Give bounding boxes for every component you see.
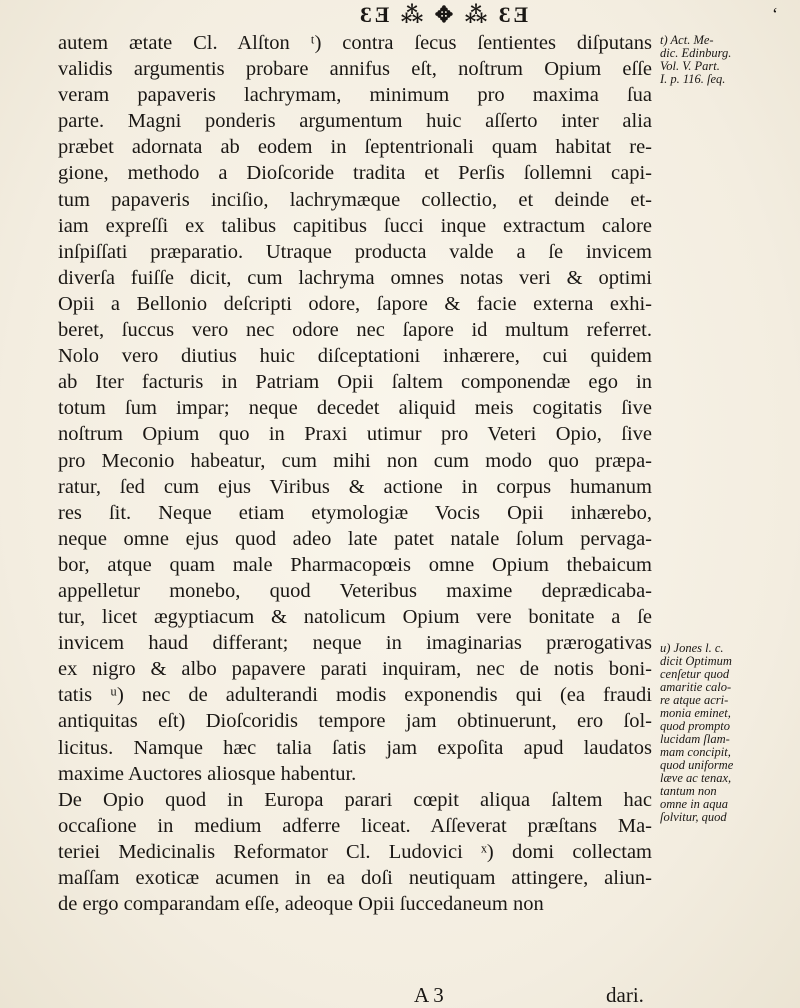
margin-note-line: re atque acri- <box>660 693 729 707</box>
signature-mark: A 3 <box>414 983 444 1007</box>
text-line: inſpiſſati præparatio. Utraque producta valde a ſe invicem <box>58 240 652 263</box>
text-line: parte. Magni ponderis argumentum huic aſſerto inter alia <box>58 110 652 133</box>
text-line: tatis ᵘ) nec de adulterandi modis exponendis qui (ea fraudi <box>58 684 652 707</box>
header-ornament: ƐƎ ⁂ ✥ ⁂ ƐƎ <box>360 2 532 27</box>
text-line: præbet adornata ab eodem in ſeptentrionali quam habitat re- <box>58 136 652 159</box>
main-text-block <box>58 30 652 917</box>
text-line: occaſione in medium adferre liceat. Aſſeverat præſtans Ma- <box>58 814 652 837</box>
margin-note-line: dicit Optimum <box>660 654 732 668</box>
text-line: Opii a Bellonio deſcripti odore, ſapore & facie externa exhi- <box>58 292 652 315</box>
margin-note-line: mam concipit, <box>660 745 731 759</box>
text-line: appelletur monebo, quod Veteribus maxime deprædicaba- <box>58 579 652 602</box>
text-line: veram papaveris lachrymam, minimum pro maxima ſua <box>58 84 652 107</box>
text-line: pro Meconio habeatur, cum mihi non cum modo quo præpa- <box>58 449 652 472</box>
margin-note-line: dic. Edinburg. <box>660 46 732 60</box>
margin-note-line: cenſetur quod <box>660 667 730 681</box>
text-line: validis argumentis probare annifus eſt, noſtrum Opium eſſe <box>58 58 652 81</box>
margin-note-line: u) Jones l. c. <box>660 641 724 655</box>
text-line: res ſit. Neque etiam etymologiæ Vocis Opii inhærebo, <box>58 501 652 524</box>
text-line: bor, atque quam male Pharmacopœis omne Opium thebaicum <box>58 553 652 576</box>
catchword: dari. <box>606 983 644 1007</box>
text-line: maſſam exoticæ acumen in ea doſi neutiquam attingere, aliun- <box>58 867 652 889</box>
text-line: iam expreſſi ex talibus capitibus ſucci inque extractum calore <box>58 214 652 237</box>
text-line: teriei Medicinalis Reformator Cl. Ludovici ˣ) domi collectam <box>58 840 652 863</box>
text-line: tum papaveris inciſio, lachrymæque collectio, et deinde et- <box>58 188 652 211</box>
text-line: ab Iter facturis in Patriam Opii ſaltem componendæ ego in <box>58 371 652 394</box>
text-line: de ergo comparandam eſſe, adeoque Opii ſuccedaneum non <box>58 893 544 916</box>
text-line: maxime Auctores aliosque habentur. <box>58 762 357 785</box>
text-line: noſtrum Opium quo in Praxi utimur pro Veteri Opio, ſive <box>58 423 652 446</box>
margin-note-line: I. p. 116. ſeq. <box>660 72 726 86</box>
text-line: Nolo vero diutius huic diſceptationi inhærere, cui quidem <box>58 345 652 368</box>
text-line: invicem haud differant; neque in imaginarias prærogativas <box>58 632 652 655</box>
margin-note-line: tantum non <box>660 784 717 798</box>
header-mark: ʻ <box>772 4 778 24</box>
text-line: De Opio quod in Europa parari cœpit aliqua ſaltem hac <box>58 788 652 811</box>
text-line: totum ſum impar; neque decedet aliquid meis cogitatis ſive <box>58 397 652 420</box>
margin-note-u <box>660 642 796 824</box>
text-line: beret, ſuccus vero nec odore nec ſapore id multum referret. <box>58 319 652 342</box>
margin-note-line: lucidam ſlam- <box>660 732 730 746</box>
text-line: tur, licet ægyptiacum & natolicum Opium vere bonitate a ſe <box>58 606 652 629</box>
margin-note-line: monia eminet, <box>660 706 731 720</box>
margin-note-t <box>660 34 796 86</box>
text-line: ratur, ſed cum ejus Viribus & actione in corpus humanum <box>58 475 652 498</box>
margin-note-line: t) Act. Me- <box>660 33 714 47</box>
margin-note-line: omne in aqua <box>660 797 729 811</box>
text-line: ex nigro & albo papavere parati inquiram, nec de notis boni- <box>58 658 652 681</box>
text-line: diverſa fuiſſe dicit, cum lachryma omnes notas veri & optimi <box>58 266 652 289</box>
margin-note-line: læve ac tenax, <box>660 771 732 785</box>
text-line: licitus. Namque hæc talia ſatis jam expoſita apud laudatos <box>58 736 652 759</box>
text-line: gione, methodo a Dioſcoride tradita et Perſis ſollemni capi- <box>58 162 652 185</box>
text-line: antiquitas eſt) Dioſcoridis tempore jam obtinuerunt, ero ſol- <box>58 710 652 733</box>
text-line: autem ætate Cl. Alſton ᵗ) contra ſecus ſentientes diſputans <box>58 32 652 54</box>
margin-note-line: quod uniforme <box>660 758 734 772</box>
margin-note-line: quod prompto <box>660 719 731 733</box>
margin-note-line: amaritie calo- <box>660 680 732 694</box>
margin-note-line: Vol. V. Part. <box>660 59 720 73</box>
text-line: neque omne ejus quod adeo late patet natale ſolum pervaga- <box>58 527 652 550</box>
margin-note-line: ſolvitur, quod <box>660 810 727 824</box>
